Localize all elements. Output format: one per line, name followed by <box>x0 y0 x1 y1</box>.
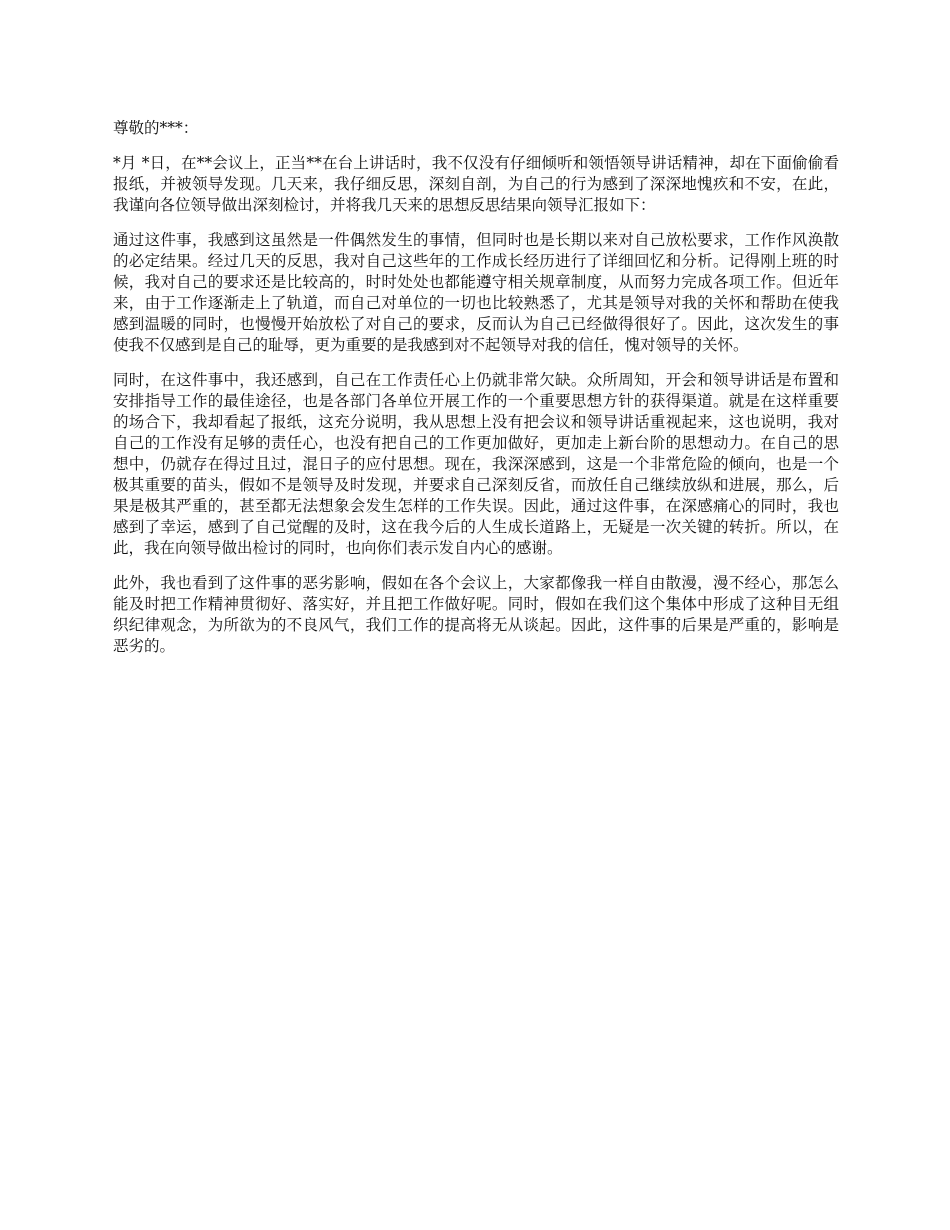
paragraph-3: 同时，在这件事中，我还感到，自己在工作责任心上仍就非常欠缺。众所周知，开会和领导讲话是布置和安排指导工作的最佳途径，也是各部门各单位开展工作的一个重要思想方针的获得渠道。就是在这样重要的场合下，我却看起了报纸，这充分说明，我从思想上没有把会议和领导讲话重视起来，这也说明，我对自己的工作没有足够的责任心，也没有把自己的工作更加做好，更加走上新台阶的思想动力。在自己的思想中，仍就存在得过且过，混日子的应付思想。现在，我深深感到，这是一个非常危险的倾向，也是一个极其重要的苗头，假如不是领导及时发现，并要求自己深刻反省，而放任自己继续放纵和进展，那么，后果是极其严重的，甚至都无法想象会发生怎样的工作失误。因此，通过这件事，在深感痛心的同时，我也感到了幸运，感到了自己觉醒的及时，这在我今后的人生成长道路上，无疑是一次关键的转折。所以，在此，我在向领导做出检讨的同时，也向你们表示发自内心的感谢。 <box>113 371 839 557</box>
paragraph-1: *月 *日，在**会议上，正当**在台上讲话时，我不仅没有仔细倾听和领悟领导讲话精神，却在下面偷偷看报纸，并被领导发现。几天来，我仔细反思，深刻自剖，为自己的行为感到了深深地愧疚和不安，在此，我谨向各位领导做出深刻检讨，并将我几天来的思想反思结果向领导汇报如下： <box>113 154 839 214</box>
paragraph-4: 此外，我也看到了这件事的恶劣影响，假如在各个会议上，大家都像我一样自由散漫，漫不经心，那怎么能及时把工作精神贯彻好、落实好，并且把工作做好呢。同时，假如在我们这个集体中形成了这种目无组织纪律观念，为所欲为的不良风气，我们工作的提高将无从谈起。因此，这件事的后果是严重的，影响是恶劣的。 <box>113 574 839 655</box>
paragraph-2: 通过这件事，我感到这虽然是一件偶然发生的事情，但同时也是长期以来对自己放松要求，工作作风涣散的必定结果。经过几天的反思，我对自己这些年的工作成长经历进行了详细回忆和分析。记得刚上班的时候，我对自己的要求还是比较高的，时时处处也都能遵守相关规章制度，从而努力完成各项工作。但近年来，由于工作逐渐走上了轨道，而自己对单位的一切也比较熟悉了，尤其是领导对我的关怀和帮助在使我感到温暖的同时，也慢慢开始放松了对自己的要求，反而认为自己已经做得很好了。因此，这次发生的事使我不仅感到是自己的耻辱，更为重要的是我感到对不起领导对我的信任，愧对领导的关怀。 <box>113 231 839 354</box>
document-page <box>113 118 839 671</box>
salutation: 尊敬的***： <box>113 119 199 137</box>
